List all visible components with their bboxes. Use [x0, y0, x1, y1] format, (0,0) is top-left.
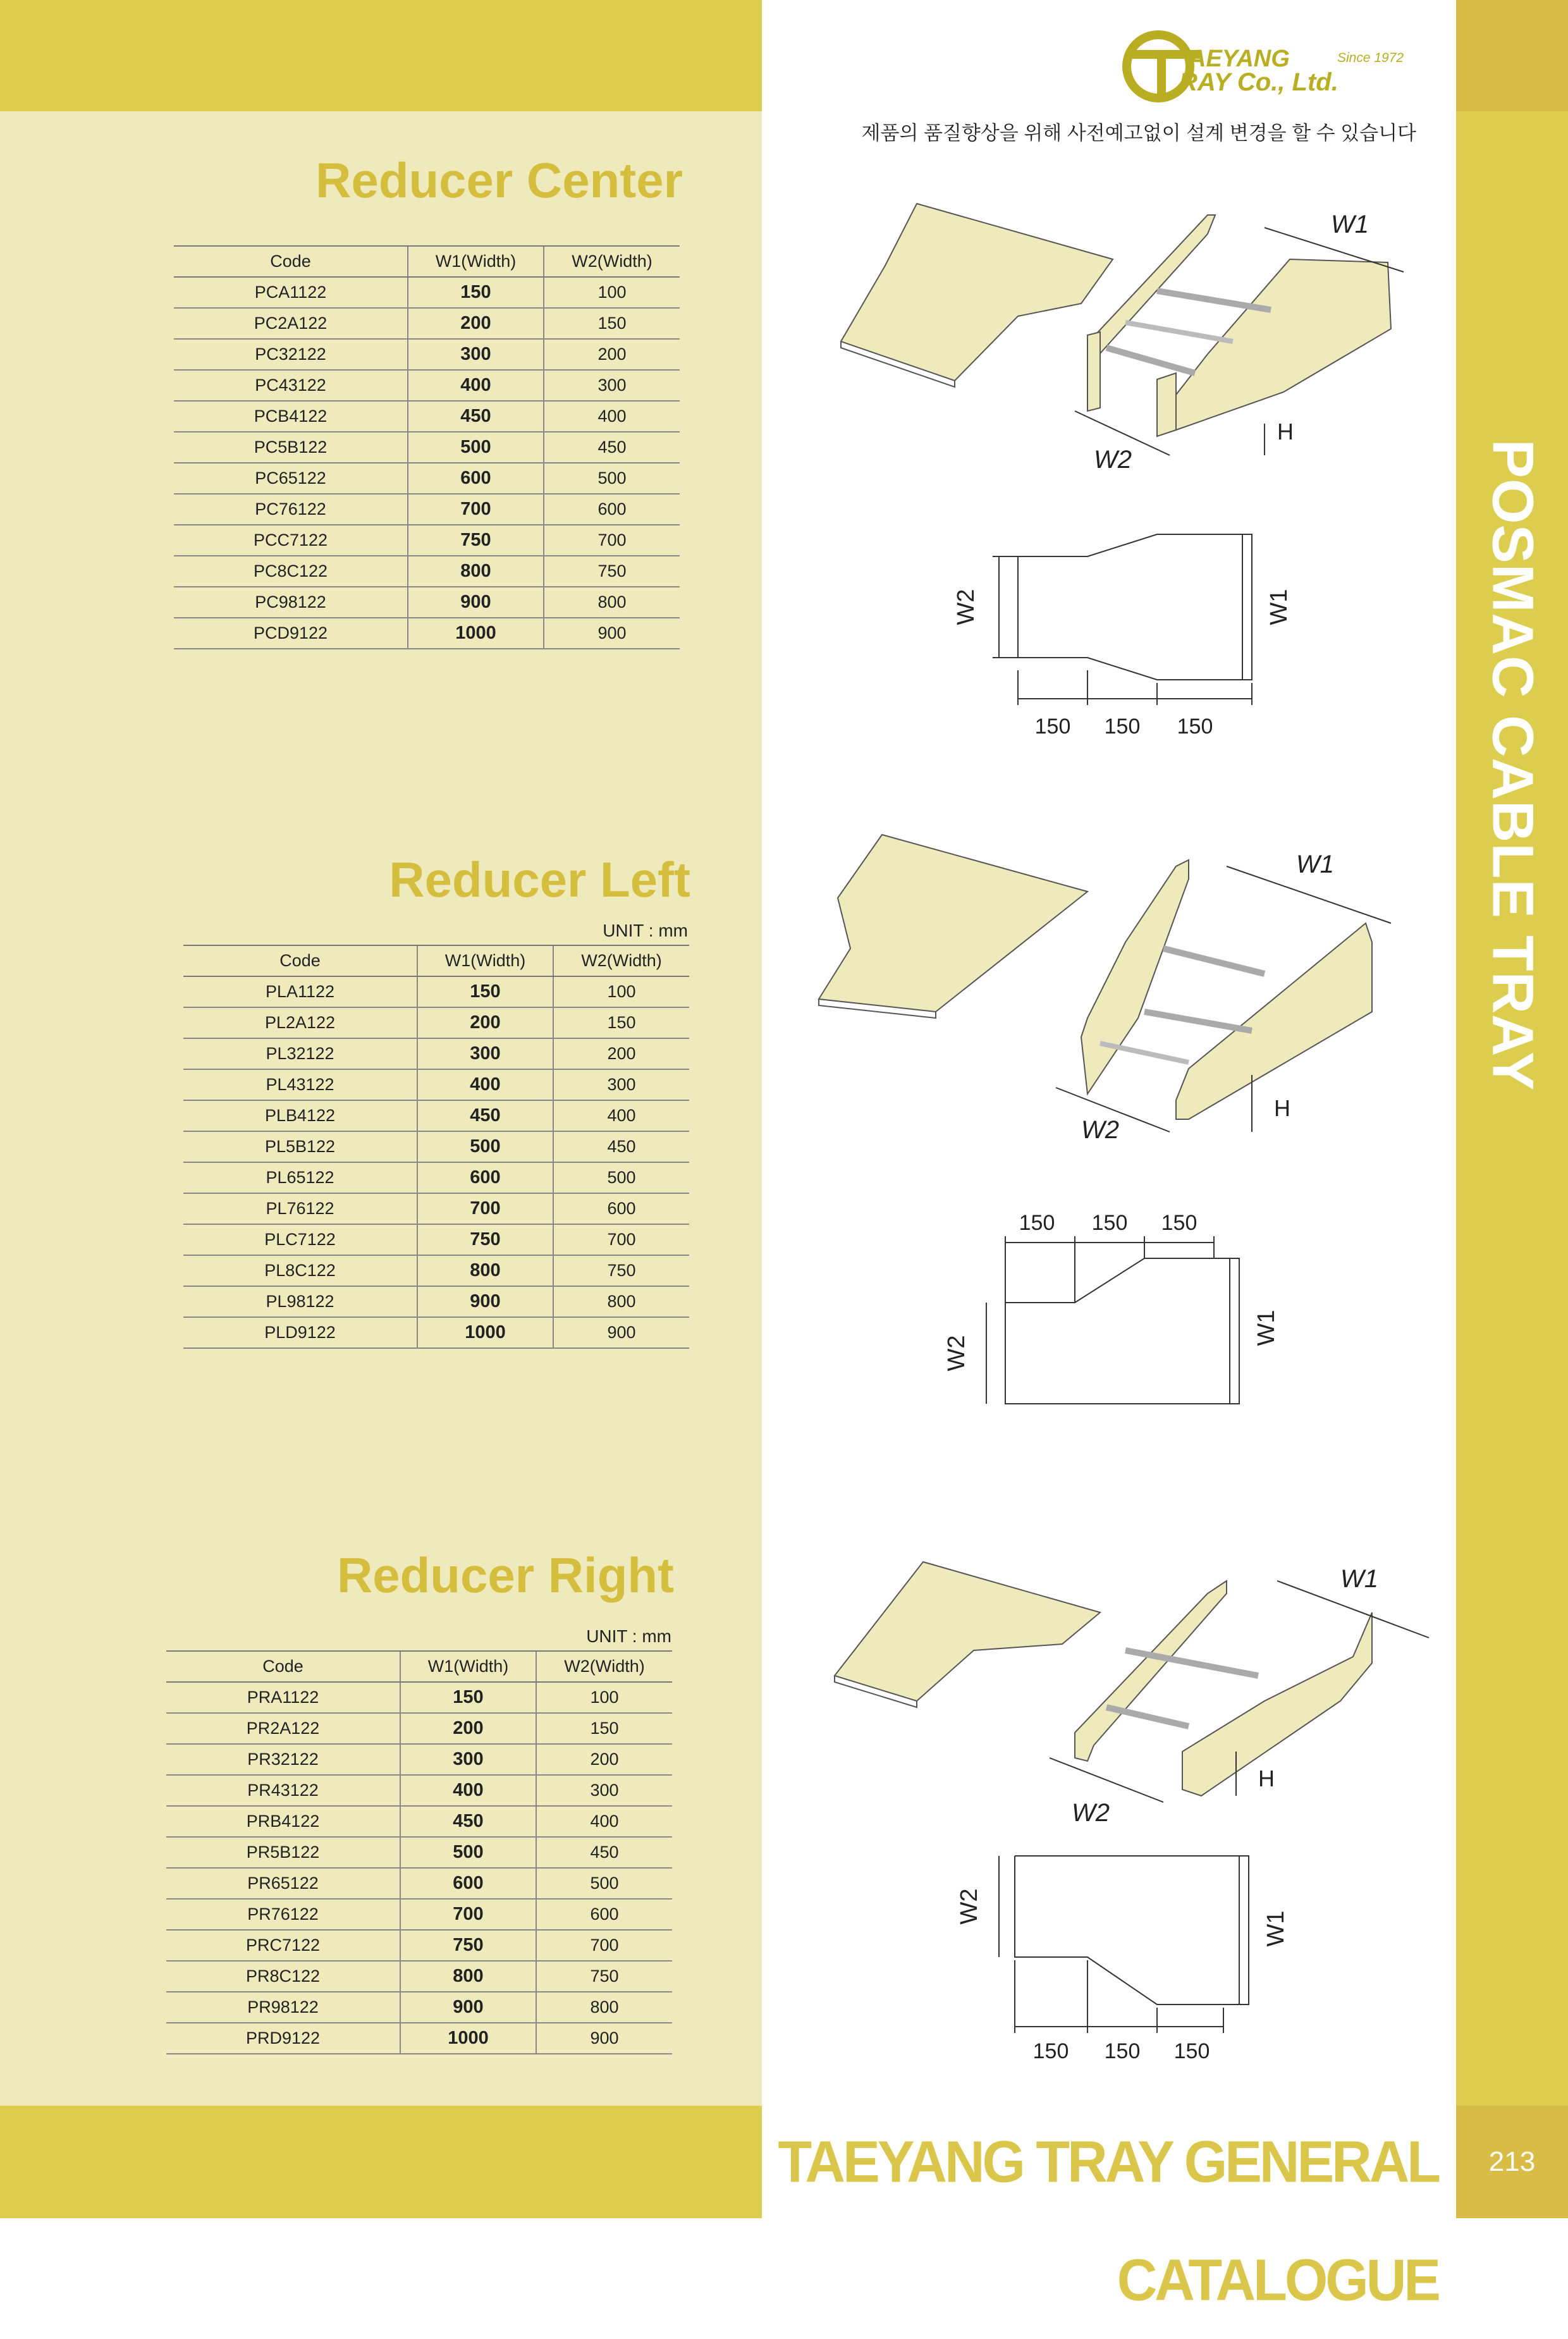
- cell-code: PCB4122: [174, 401, 408, 432]
- cell-code: PLC7122: [183, 1224, 417, 1255]
- cell-code: PC76122: [174, 494, 408, 525]
- table-row: [183, 1317, 689, 1348]
- table-row: [174, 432, 680, 463]
- table-row: [166, 1775, 672, 1806]
- cell-w1: 300: [408, 339, 544, 370]
- cell-w1: 800: [408, 556, 544, 587]
- label-w2: W2: [943, 1335, 970, 1372]
- label-w1: W1: [1331, 211, 1369, 238]
- cell-w1: 500: [417, 1131, 553, 1162]
- label-w2: W2: [956, 1888, 983, 1925]
- side-rail-left: [1087, 215, 1215, 360]
- cell-w2: 700: [536, 1930, 672, 1961]
- cell-code: PC5B122: [174, 432, 408, 463]
- cell-code: PC98122: [174, 587, 408, 618]
- cell-w1: 800: [417, 1255, 553, 1286]
- cell-w1: 200: [417, 1007, 553, 1038]
- col-header-w1: W1(Width): [417, 945, 553, 976]
- page-number: 213: [1488, 2146, 1536, 2177]
- cell-code: PR8C122: [166, 1961, 400, 1992]
- cell-code: PRC7122: [166, 1930, 400, 1961]
- col-header-w2: W2(Width): [553, 945, 689, 976]
- cell-code: PC43122: [174, 370, 408, 401]
- table-row: [166, 1744, 672, 1775]
- col-header-code: Code: [174, 246, 408, 277]
- cover-plate: [819, 835, 1087, 1012]
- cell-w1: 300: [400, 1744, 536, 1775]
- label-w2: W2: [1072, 1799, 1110, 1827]
- cell-w2: 600: [553, 1193, 689, 1224]
- section-title-reducer-center: Reducer Center: [315, 152, 683, 208]
- cell-w1: 300: [417, 1038, 553, 1069]
- dim-label: 150: [1032, 2039, 1069, 2063]
- section-title-reducer-left: Reducer Left: [389, 852, 690, 907]
- section-title-reducer-right: Reducer Right: [336, 1547, 674, 1603]
- label-h: H: [1274, 1095, 1290, 1121]
- table-body: [166, 1682, 672, 2054]
- cell-w1: 600: [408, 463, 544, 494]
- dim-label: 150: [1019, 1211, 1055, 1235]
- table-row: [183, 976, 689, 1007]
- cell-w1: 150: [400, 1682, 536, 1713]
- cell-w2: 900: [536, 2023, 672, 2054]
- spec-table-reducer-right: [166, 1650, 672, 2054]
- cell-code: PL65122: [183, 1162, 417, 1193]
- cell-w1: 400: [400, 1775, 536, 1806]
- table-row: [183, 1131, 689, 1162]
- cell-code: PR32122: [166, 1744, 400, 1775]
- cell-w2: 100: [536, 1682, 672, 1713]
- table-header-row: [183, 945, 689, 976]
- cell-w2: 300: [536, 1775, 672, 1806]
- cell-w1: 900: [417, 1286, 553, 1317]
- dim-label: 150: [1104, 2039, 1141, 2063]
- table-row: [166, 1992, 672, 2023]
- side-rail-left: [1075, 1581, 1227, 1761]
- cell-w2: 450: [544, 432, 680, 463]
- table-body: [183, 976, 689, 1348]
- unit-label-reducer-left: UNIT : mm: [603, 921, 688, 940]
- cell-code: PC2A122: [174, 308, 408, 339]
- table-row: [166, 1806, 672, 1837]
- cell-w2: 600: [544, 494, 680, 525]
- table-row: [183, 1100, 689, 1131]
- cell-w2: 100: [544, 277, 680, 308]
- table-row: [174, 618, 680, 649]
- cell-w1: 900: [400, 1992, 536, 2023]
- table-row: [174, 556, 680, 587]
- table-row: [174, 525, 680, 556]
- design-change-notice: 제품의 품질향상을 위해 사전예고없이 설계 변경을 할 수 있습니다: [861, 122, 1416, 144]
- company-logo: [1119, 22, 1423, 111]
- cell-w1: 450: [417, 1100, 553, 1131]
- cell-code: PCC7122: [174, 525, 408, 556]
- cell-w2: 500: [553, 1162, 689, 1193]
- top-band: [0, 0, 762, 111]
- cell-w2: 300: [553, 1069, 689, 1100]
- cell-w2: 800: [553, 1286, 689, 1317]
- cell-w1: 1000: [400, 2023, 536, 2054]
- cell-code: PRA1122: [166, 1682, 400, 1713]
- dim-label: 150: [1104, 715, 1141, 739]
- col-header-code: Code: [183, 945, 417, 976]
- cell-w1: 150: [417, 976, 553, 1007]
- cell-code: PL43122: [183, 1069, 417, 1100]
- cell-code: PL2A122: [183, 1007, 417, 1038]
- table-header-row: [174, 246, 680, 277]
- cell-w1: 1000: [417, 1317, 553, 1348]
- col-header-w2: W2(Width): [544, 246, 680, 277]
- cell-w2: 400: [536, 1806, 672, 1837]
- table-row: [183, 1069, 689, 1100]
- table-row: [183, 1286, 689, 1317]
- cell-w2: 700: [553, 1224, 689, 1255]
- col-header-w1: W1(Width): [400, 1651, 536, 1682]
- col-header-w2: W2(Width): [536, 1651, 672, 1682]
- label-h: H: [1277, 419, 1294, 445]
- label-w1: W1: [1296, 850, 1334, 878]
- cell-w1: 700: [400, 1899, 536, 1930]
- reducer-right-plan-drawing: [936, 1846, 1290, 2068]
- bottom-band: [0, 2106, 762, 2218]
- cell-code: PR65122: [166, 1868, 400, 1899]
- table-row: [183, 1007, 689, 1038]
- cell-code: PL32122: [183, 1038, 417, 1069]
- cell-w2: 800: [536, 1992, 672, 2023]
- table-row: [166, 1837, 672, 1868]
- label-w2: W2: [1094, 446, 1132, 474]
- cell-code: PRD9122: [166, 2023, 400, 2054]
- dim-label: 150: [1173, 2039, 1210, 2063]
- cell-w2: 300: [544, 370, 680, 401]
- cell-w2: 600: [536, 1899, 672, 1930]
- cell-code: PR43122: [166, 1775, 400, 1806]
- cell-w2: 150: [553, 1007, 689, 1038]
- cell-w2: 150: [536, 1713, 672, 1744]
- table-row: [166, 1930, 672, 1961]
- cell-w1: 500: [408, 432, 544, 463]
- table-row: [174, 494, 680, 525]
- cell-w2: 400: [544, 401, 680, 432]
- cell-w1: 400: [408, 370, 544, 401]
- table-row: [166, 1961, 672, 1992]
- reducer-center-plan-drawing: [929, 525, 1292, 746]
- cell-code: PRB4122: [166, 1806, 400, 1837]
- cell-w1: 450: [408, 401, 544, 432]
- table-row: [166, 1868, 672, 1899]
- cell-code: PC8C122: [174, 556, 408, 587]
- cell-w2: 200: [553, 1038, 689, 1069]
- cell-code: PL76122: [183, 1193, 417, 1224]
- table-row: [174, 587, 680, 618]
- table-row: [174, 308, 680, 339]
- cell-code: PC65122: [174, 463, 408, 494]
- table-row: [166, 1899, 672, 1930]
- table-row: [166, 1682, 672, 1713]
- reducer-left-plan-drawing: [929, 1201, 1283, 1416]
- cell-w1: 700: [408, 494, 544, 525]
- cell-w2: 900: [553, 1317, 689, 1348]
- table-row: [183, 1038, 689, 1069]
- cover-plate: [835, 1562, 1100, 1701]
- cell-w1: 700: [417, 1193, 553, 1224]
- dim-label: 150: [1177, 715, 1213, 739]
- table-row: [174, 463, 680, 494]
- cell-w1: 800: [400, 1961, 536, 1992]
- cell-w2: 750: [536, 1961, 672, 1992]
- cover-plate: [841, 204, 1113, 381]
- cell-w2: 150: [544, 308, 680, 339]
- dim-label: 150: [1161, 1211, 1197, 1235]
- cell-code: PR2A122: [166, 1713, 400, 1744]
- col-header-code: Code: [166, 1651, 400, 1682]
- table-row: [174, 401, 680, 432]
- label-w1: W1: [1263, 1910, 1289, 1947]
- cell-code: PR76122: [166, 1899, 400, 1930]
- dim-label: 150: [1034, 715, 1071, 739]
- cell-code: PL98122: [183, 1286, 417, 1317]
- cell-w2: 800: [544, 587, 680, 618]
- cell-code: PR98122: [166, 1992, 400, 2023]
- cell-w2: 450: [553, 1131, 689, 1162]
- cell-w2: 400: [553, 1100, 689, 1131]
- label-w2: W2: [953, 589, 979, 625]
- label-w1: W1: [1253, 1310, 1280, 1346]
- reducer-left-isometric-drawing: [809, 828, 1416, 1157]
- table-row: [166, 2023, 672, 2054]
- spec-table-reducer-left: [183, 945, 689, 1349]
- label-h: H: [1258, 1765, 1275, 1791]
- dim-label: 150: [1091, 1211, 1128, 1235]
- cell-w2: 500: [544, 463, 680, 494]
- cell-w1: 400: [417, 1069, 553, 1100]
- cell-w2: 200: [536, 1744, 672, 1775]
- label-w2: W2: [1081, 1116, 1119, 1144]
- reducer-right-isometric-drawing: [822, 1543, 1429, 1846]
- cell-code: PL5B122: [183, 1131, 417, 1162]
- spec-table-reducer-center: [174, 245, 680, 649]
- table-row: [183, 1255, 689, 1286]
- cell-w1: 750: [417, 1224, 553, 1255]
- table-row: [174, 370, 680, 401]
- cell-code: PCA1122: [174, 277, 408, 308]
- table-body: [174, 277, 680, 649]
- table-row: [174, 277, 680, 308]
- unit-label-reducer-right: UNIT : mm: [586, 1626, 671, 1646]
- cell-code: PLB4122: [183, 1100, 417, 1131]
- side-title: POSMAC CABLE TRAY: [1480, 439, 1545, 1091]
- cell-w1: 450: [400, 1806, 536, 1837]
- cell-w1: 600: [417, 1162, 553, 1193]
- table-row: [183, 1162, 689, 1193]
- side-rail-right: [1182, 1612, 1372, 1796]
- table-header-row: [166, 1651, 672, 1682]
- table-row: [183, 1224, 689, 1255]
- cell-w1: 750: [400, 1930, 536, 1961]
- cell-w2: 500: [536, 1868, 672, 1899]
- cell-code: PLD9122: [183, 1317, 417, 1348]
- logo-text-1: AEYANG: [1189, 46, 1290, 72]
- cell-code: PLA1122: [183, 976, 417, 1007]
- cell-code: PL8C122: [183, 1255, 417, 1286]
- cell-w1: 1000: [408, 618, 544, 649]
- col-header-w1: W1(Width): [408, 246, 544, 277]
- side-rail-right: [1163, 259, 1391, 430]
- cell-w1: 200: [408, 308, 544, 339]
- table-row: [174, 339, 680, 370]
- cell-w2: 200: [544, 339, 680, 370]
- cell-w1: 200: [400, 1713, 536, 1744]
- logo-since: Since 1972: [1337, 51, 1404, 65]
- cell-w1: 600: [400, 1868, 536, 1899]
- footer-title: TAEYANG TRAY GENERAL CATALOGUE: [778, 2128, 1438, 2313]
- cell-w2: 750: [544, 556, 680, 587]
- cell-w1: 900: [408, 587, 544, 618]
- cell-w2: 750: [553, 1255, 689, 1286]
- cell-code: PC32122: [174, 339, 408, 370]
- reducer-center-isometric-drawing: [828, 190, 1435, 493]
- cell-w1: 750: [408, 525, 544, 556]
- cell-code: PR5B122: [166, 1837, 400, 1868]
- table-row: [166, 1713, 672, 1744]
- label-w1: W1: [1266, 589, 1292, 625]
- cell-w1: 500: [400, 1837, 536, 1868]
- table-row: [183, 1193, 689, 1224]
- cell-code: PCD9122: [174, 618, 408, 649]
- cell-w1: 150: [408, 277, 544, 308]
- label-w1: W1: [1340, 1565, 1378, 1593]
- cell-w2: 700: [544, 525, 680, 556]
- logo-text-2: RAY Co., Ltd.: [1179, 68, 1338, 96]
- cell-w2: 450: [536, 1837, 672, 1868]
- cell-w2: 900: [544, 618, 680, 649]
- cell-w2: 100: [553, 976, 689, 1007]
